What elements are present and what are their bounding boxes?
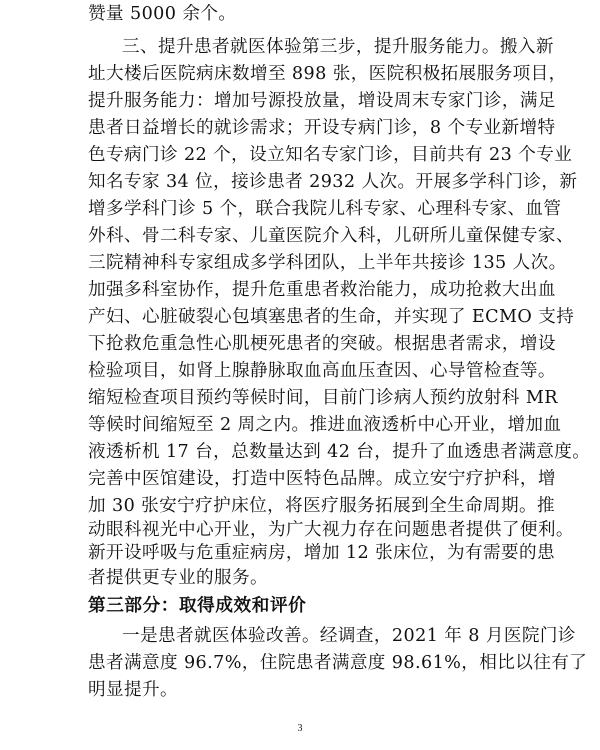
- text-line: 赞量 5000 余个。: [88, 4, 237, 24]
- text-line: 缩短检查项目预约等候时间，目前门诊病人预约放射科 MR: [88, 388, 558, 408]
- text-line: 加强多科室协作，提升危重患者救治能力，成功抢救大出血: [88, 280, 556, 300]
- text-line: 检验项目，如肾上腺静脉取血高血压查因、心导管检查等。: [88, 361, 556, 381]
- text-line: 三院精神科专家组成多学科团队，上半年共接诊 135 人次。: [88, 253, 567, 273]
- text-line: 址大楼后医院病床数增至 898 张，医院积极拓展服务项目，: [88, 64, 567, 84]
- text-line: 新开设呼吸与危重症病房，增加 12 张床位，为有需要的患: [88, 543, 556, 563]
- section-heading: 第三部分：取得成效和评价: [88, 596, 307, 616]
- text-line: 一是患者就医体验改善。经调查，2021 年 8 月医院门诊: [122, 626, 576, 646]
- text-line: 下抢救危重急性心肌梗死患者的突破。根据患者需求，增设: [88, 334, 556, 354]
- text-line: 等候时间缩短至 2 周之内。推进血液透析中心开业，增加血: [88, 415, 562, 435]
- text-line: 色专病门诊 22 个，设立知名专家门诊，目前共有 23 个专业: [88, 145, 573, 165]
- text-line: 三、提升患者就医体验第三步，提升服务能力。搬入新: [122, 37, 554, 57]
- text-line: 完善中医馆建设，打造中医特色品牌。成立安宁疗护科，增: [88, 469, 556, 489]
- text-line: 患者日益增长的就诊需求；开设专病门诊，8 个专业新增特: [88, 118, 556, 138]
- text-line: 液透析机 17 台，总数量达到 42 台，提升了血透患者满意度。: [88, 442, 591, 462]
- text-line: 外科、骨二科专家、儿童医院介入科，儿研所儿童保健专家、: [88, 226, 574, 246]
- text-line: 知名专家 34 位，接诊患者 2932 人次。开展多学科门诊，新: [88, 172, 578, 192]
- text-line: 加 30 张安宁疗护床位，将医疗服务拓展到全生命周期。推: [88, 496, 556, 516]
- text-line: 者提供更专业的服务。: [88, 568, 268, 588]
- text-line: 明显提升。: [88, 680, 178, 700]
- text-line: 产妇、心脏破裂心包填塞患者的生命，并实现了 ECMO 支持: [88, 307, 575, 327]
- page-number: 3: [297, 723, 303, 734]
- text-line: 提升服务能力：增加号源投放量，增设周末专家门诊，满足: [88, 91, 556, 111]
- text-line: 动眼科视光中心开业，为广大视力存在问题患者提供了便利。: [88, 520, 574, 540]
- text-line: 增多学科门诊 5 个，联合我院儿科专家、心理科专家、血管: [88, 199, 562, 219]
- text-line: 患者满意度 96.7%，住院患者满意度 98.61%，相比以往有了: [88, 653, 588, 673]
